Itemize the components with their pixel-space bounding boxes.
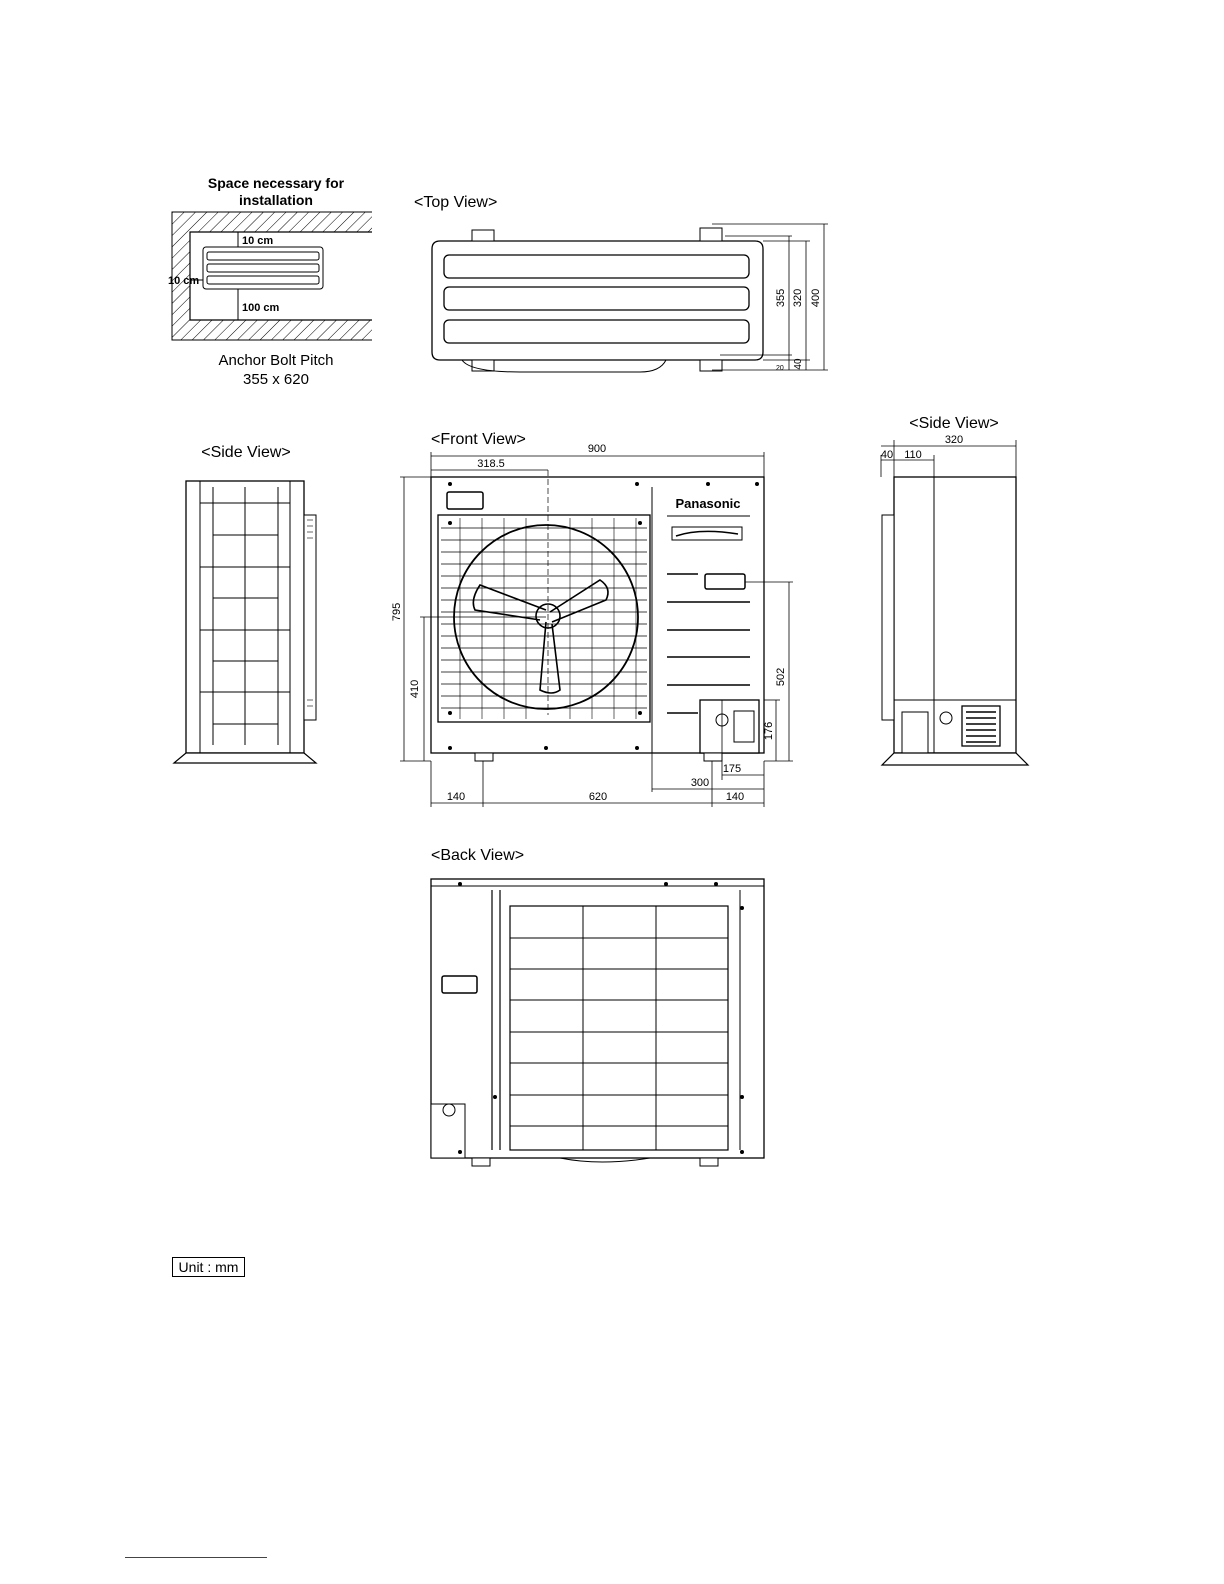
- top-dim-400: 400: [810, 288, 822, 308]
- side-dim-110: 110: [904, 449, 922, 461]
- back-view-title: <Back View>: [431, 847, 525, 864]
- top-view: [414, 194, 828, 372]
- back-foot: [700, 1158, 718, 1166]
- top-dim-355: 355: [775, 288, 787, 308]
- front-dim-502: 502: [775, 667, 787, 687]
- top-view-foot: [700, 360, 722, 371]
- top-view-title: <Top View>: [414, 194, 498, 211]
- front-dim-620: 620: [588, 791, 608, 803]
- unit-label: Unit : mm: [172, 1257, 245, 1277]
- install-title-line1: Space necessary for: [207, 175, 345, 191]
- top-dim-20: 20: [776, 365, 784, 372]
- front-dim-140-right: 140: [725, 791, 745, 803]
- brand-logo: Panasonic: [675, 496, 741, 511]
- front-view-title: <Front View>: [431, 431, 526, 448]
- anchor-bolt-pitch-value: 355 x 620: [243, 371, 309, 388]
- back-service-cover: [431, 1104, 465, 1158]
- back-handle: [442, 976, 477, 993]
- install-title-line2: installation: [239, 192, 313, 208]
- right-side-base: [882, 753, 1028, 765]
- top-view-outline: [432, 241, 763, 360]
- left-side-view: [174, 444, 316, 763]
- right-side-view-title: <Side View>: [909, 415, 999, 432]
- front-dim-175: 175: [722, 763, 742, 775]
- front-handle: [447, 492, 483, 509]
- installation-space-diagram: [168, 175, 372, 388]
- side-dim-40: 40: [880, 449, 894, 461]
- front-foot: [475, 753, 493, 761]
- clearance-front-label: 100 cm: [242, 302, 280, 314]
- right-side-port-box: [902, 712, 928, 753]
- front-dim-176: 176: [763, 721, 775, 741]
- right-side-view: [881, 415, 1028, 765]
- front-dim-410: 410: [409, 679, 421, 699]
- clearance-top-label: 10 cm: [242, 235, 274, 247]
- top-view-foot: [700, 228, 722, 241]
- clearance-side-label: 10 cm: [168, 275, 200, 287]
- top-view-foot: [472, 230, 494, 241]
- right-side-coil-fins: [882, 515, 894, 720]
- front-dim-795: 795: [391, 602, 403, 622]
- back-coil-grid: [510, 906, 728, 1150]
- service-port-box: [734, 711, 754, 742]
- front-view: [391, 431, 793, 807]
- front-dim-900: 900: [587, 443, 607, 455]
- left-side-view-title: <Side View>: [201, 444, 291, 461]
- left-side-coil-fins: [304, 515, 316, 720]
- unit-plan-outline: [203, 247, 323, 289]
- footer-rule: [125, 1557, 267, 1558]
- front-panel-handle: [705, 574, 745, 589]
- side-dim-320: 320: [944, 434, 964, 446]
- back-foot: [472, 1158, 490, 1166]
- front-dim-300: 300: [690, 777, 710, 789]
- anchor-bolt-pitch-label: Anchor Bolt Pitch: [218, 352, 334, 369]
- top-dim-40: 40: [793, 358, 804, 370]
- front-dim-318-5: 318.5: [477, 458, 505, 470]
- front-dim-140-left: 140: [446, 791, 466, 803]
- top-dim-320: 320: [792, 288, 804, 308]
- left-side-base: [174, 753, 316, 763]
- back-view: [431, 847, 764, 1166]
- front-foot: [704, 753, 722, 761]
